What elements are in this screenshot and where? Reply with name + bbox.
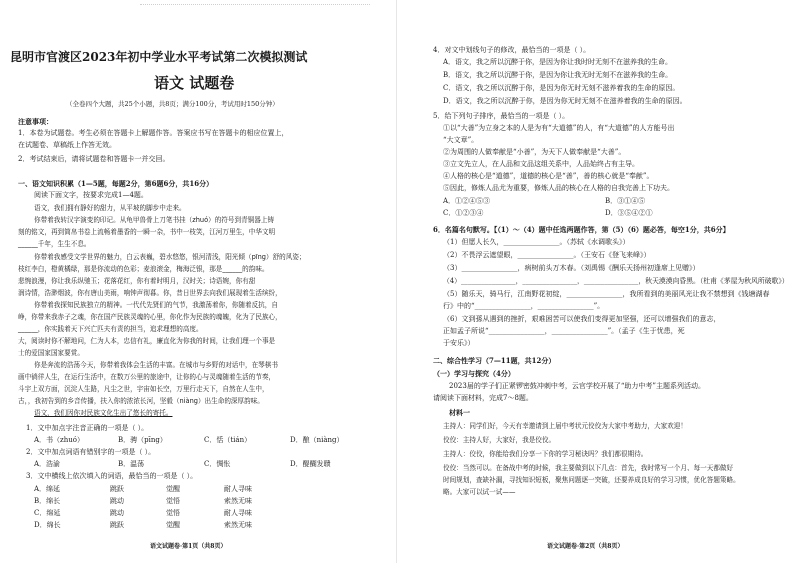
- q2-option-a: A．浩渝: [34, 460, 61, 468]
- note-item: 在试题卷、草稿纸上作答无效。: [18, 141, 116, 149]
- q6-item: （4）________________，________________，________________，秋天漠漠向昏黑。（杜甫《茅屋为秋风所破歌》）: [443, 277, 789, 285]
- section1-intro: 阅读下面文字，按要求完成1—4题。: [34, 191, 148, 199]
- q3-option-b-word: 跳动: [110, 497, 124, 505]
- subject-title: 语文 试题卷: [154, 74, 235, 92]
- question-4: 4．对文中划线句子的修改，最恰当的一项是（ ）。: [433, 46, 591, 54]
- q1-option-c: C．恬（tián）: [204, 436, 252, 444]
- q3-option-c-word: 跳动: [110, 509, 124, 517]
- q3-option-c-word: 耐人寻味: [224, 509, 252, 517]
- q3-option-b-word: 索然无味: [224, 497, 252, 505]
- right-page: [397, 0, 794, 563]
- section2-heading: 二、综合性学习（7—11题，共12分）: [433, 356, 556, 365]
- q5-item: ②为周围的人做奉献是“小善”，为天下人做奉献是“大善”。: [443, 148, 626, 156]
- q3-option-b-word: B．绵长: [34, 497, 61, 505]
- q5-item: ③立文先立人，在人品和文品这组关系中，人品始终占有主导。: [443, 160, 639, 168]
- question-5: 5．给下列句子排序，最恰当的一项是（ ）。: [433, 112, 570, 120]
- passage-line: 你带着我转汉字演变的印记。从龟甲兽骨上刀笔书挂（zhuó）的符号到青铜器上铸: [34, 216, 275, 224]
- q3-option-d-word: D．绵长: [34, 521, 61, 529]
- dialogue-line: 佼佼：主持人好，大家好，我是佼佼。: [443, 436, 556, 444]
- q3-option-d-word: 跳跃: [110, 521, 124, 529]
- q6-item: 于安乐》）: [443, 339, 475, 347]
- q5-option-d: D．③⑤④②①: [605, 209, 653, 217]
- q3-option-a-word: 耐人寻味: [224, 485, 252, 493]
- passage-line: 古，，我初告到的乡音传播，扶入你的浓浓长河，坚毅（niàng）出生命的深厚韵味。: [18, 397, 264, 405]
- passage-line: ______，你实践着天下兴亡匹夫有责的担当，追求理想的高度。: [18, 325, 203, 333]
- q6-item: （6）文到孫从遇到的挫折，艰难困苦可以使我们变得更加坚强，还可以增强我们的意志，: [443, 315, 721, 323]
- notes-heading: 注意事项：: [18, 117, 53, 126]
- question-3: 3．文中横线上依次填入的词语，最恰当的一项是（ ）。: [26, 472, 198, 480]
- passage-line: 枝红李白，橙黄橘绿，那是你流动的色彩；麦浪滚金，梅海泛银，那是______的韵味。: [18, 265, 269, 273]
- question-2: 2．文中加点词语有错别字的一项是（ ）。: [26, 448, 156, 456]
- part1-intro: 2023届的学子们正紧锣密鼓冲刺中考，云官学校开展了“助力中考”主题系列活动。: [449, 382, 705, 390]
- q2-option-d: D．醍醐发聩: [290, 460, 331, 468]
- q5-option-c: C．①②③④: [443, 209, 484, 217]
- q2-option-b: B．温荡: [118, 460, 145, 468]
- q6-item: 正如孟子所说“________________，________________”。（孟子《生于忧患，死: [443, 327, 685, 335]
- q5-option-a: A．①②④⑤③: [443, 197, 491, 205]
- exam-header-title: 昆明市官渡区2023年初中学业水平考试第二次模拟测试: [10, 50, 308, 64]
- q4-option-d: D．语文，我之所以沉醉于你，是因为你无时无刻不在滋养着我的生命的原因。: [443, 97, 687, 105]
- q3-option-d-word: 觉醒: [166, 521, 180, 529]
- q5-item: “大文章”。: [443, 136, 479, 144]
- q3-option-d-word: 索然无味: [224, 521, 252, 529]
- question-1: 1．文中加点字注音正确的一项是（ ）。: [26, 424, 149, 432]
- q3-option-a-word: 跳跃: [110, 485, 124, 493]
- passage-line: ______千年，生生不息。: [18, 240, 91, 248]
- dialogue-line: 时间规划，查缺补漏，寻找知识短板，聚焦问题逐一突破，还要养成良好的学习习惯，优化答题策略。: [443, 476, 740, 484]
- q6-item: （1）但愿人长久，________________。（苏轼《水调歌头》）: [443, 238, 630, 246]
- passage-line: 士的爱国家国家要赏。: [18, 349, 84, 357]
- passage-line: 画中徜徉人生，在运行生活中，在数万公里的旅途中，让你的心与灵魂随着生活的节奏，: [18, 373, 276, 381]
- passage-line: 语文，我们拥有静好的甜力，从平坡的脚步中走来。: [34, 204, 186, 212]
- section1-heading: 一、语文知识积累（1—5题，每题2分，第6题6分，共16分）: [18, 179, 214, 188]
- note-item: 1．本卷为试题卷。考生必须在答题卡上解题作答。答案应书写在答题卡的相应位置上，: [18, 129, 289, 137]
- q3-option-c-word: 觉悟: [166, 509, 180, 517]
- q5-item: ⑤因此，修炼人品尤为重要，修炼人品的核心在人格的自我完善上下功夫。: [443, 184, 674, 192]
- passage-line: 悲惋浪漫，你让我乐纵驰玉；花落花红，你有着时明月，汉时关；诗语婉，你有甜: [18, 277, 256, 285]
- q5-item: ①以“大善”为立身之本的人是为有“大道德”的人，有“大道德”的人方能号出: [443, 124, 675, 132]
- passage-line: 刻的铭文，再到简帛书卷上流畅着墨香的一瞬一杂，书中一枝笑，江河万里生，中华文明: [18, 228, 276, 236]
- q6-item: （3）________________，病树前头万木春。（刘禹锡《酬乐天扬州初逢席上见赠》）: [443, 264, 700, 272]
- passage-line: 大，阅读时你不解地问，仁为人本，忠信有礼，廉直化为你我的时间，让我们理一个事是: [18, 337, 276, 345]
- q6-item: （5）随乐天，骑马行，江南野花初绽，________________，我所看到的美丽风光让我不禁想到《钱塘湖春: [443, 290, 770, 298]
- page-footer: 语文试题卷·第2页（共8页）: [547, 543, 624, 550]
- q5-item: ④人格的核心是“道德”，道德的核心是“善”，善的核心就是“奉献”。: [443, 172, 654, 180]
- passage-line: 润诗情，浩渺烟波，你有唐山美雨，响钟声彻暮。你，昔日世界去向我们展现着生活缤纷，: [18, 289, 282, 297]
- exam-meta: （全卷四个大题，共25个小题，共8页；满分100分，考试用时150分钟）: [66, 100, 279, 108]
- q1-option-a: A．书（zhuó）: [34, 436, 84, 444]
- dialogue-line: 主持人：同学们好，今天有幸邀请到上届中考状元佼佼为大家中考助力，大家欢迎！: [443, 422, 687, 430]
- q4-option-a: A．语文，我之所以沉醉于你，是因为你让我时时无刻不在滋养我的生命。: [443, 58, 673, 66]
- q4-option-b: B．语文，我之所以沉醉于你，是因为你让我无时无刻不在滋养我的生命。: [443, 71, 673, 79]
- q1-option-d: D．酿（niàng）: [290, 436, 344, 444]
- page-footer: 语文试题卷·第1页（共8页）: [150, 543, 227, 550]
- passage-line: 你是奔流的浩荡今天，你带着我体会生活的丰富。在城市与乡野的对话中，在琴棋书: [34, 361, 278, 369]
- passage-line: 斗宇上双方面，沉淀人生路，凡尘之世，宇宙如长空，万里行走天下，自然在人生中，: [18, 385, 269, 393]
- q6-item: （2）不畏浮云遮望眼，________________。（王安石《登飞来峰》）: [443, 251, 651, 259]
- passage-line: 你带着我感受文学世界的魅力，白云表巍，碧水悠悠，银河清浅，阳光倾（pīng）舒的风姿；: [34, 253, 306, 261]
- question-6: 6．名篇名句默写。【（1）～（4）题中任选两题作答，第（5）（6）题必答，每空1分，共6分】: [433, 225, 730, 234]
- q4-option-c: C．语文，我之所以沉醉于你，是因为你无时无刻不滋养着我的生命的原因。: [443, 84, 680, 92]
- dialogue-line: 佼佼：当然可以。在备战中考的时候，我主要做到以下几点：首先，我时常写一个月、每一天都做好: [443, 464, 734, 472]
- passage-line: 你带着我探知民族独立的精神。一代代先贤们的气节，我激荡着你，你随着反抗，自: [34, 301, 278, 309]
- q3-option-a-word: 觉醒: [166, 485, 180, 493]
- material-heading: 材料一: [449, 408, 470, 417]
- q6-item: 行》中的“________________，________________”。: [443, 302, 605, 310]
- q1-option-b: B．骋（pīng）: [118, 436, 167, 444]
- q5-option-b: B．③①④⑤: [605, 197, 646, 205]
- q3-option-b-word: 觉悟: [166, 497, 180, 505]
- dialogue-line: 主持人：佼佼，你能给我们分享一下你的学习秘诀吗？我们都很期待。: [443, 450, 648, 458]
- q3-option-c-word: C．绵延: [34, 509, 61, 517]
- part1-intro: 请阅读下面材料，完成7～8题。: [433, 394, 533, 402]
- note-item: 2．考试结束后，请将试题卷和答题卡一并交回。: [18, 155, 170, 163]
- q3-option-a-word: A．绵延: [34, 485, 61, 493]
- part1-heading: （一）学习与探究（4分）: [433, 369, 515, 378]
- dialogue-line: 略。大家可以试一试——: [443, 488, 516, 496]
- q2-option-c: C．惆怅: [204, 460, 231, 468]
- passage-underlined-sentence: 语文，我们因你对民族文化生出了悠长的寄托。: [34, 409, 173, 417]
- passage-line: 峥，你带来我赤子之魂，你在国产民族灵魂的心里，你化作为民族的魂魄，化为了民族心，: [18, 313, 282, 321]
